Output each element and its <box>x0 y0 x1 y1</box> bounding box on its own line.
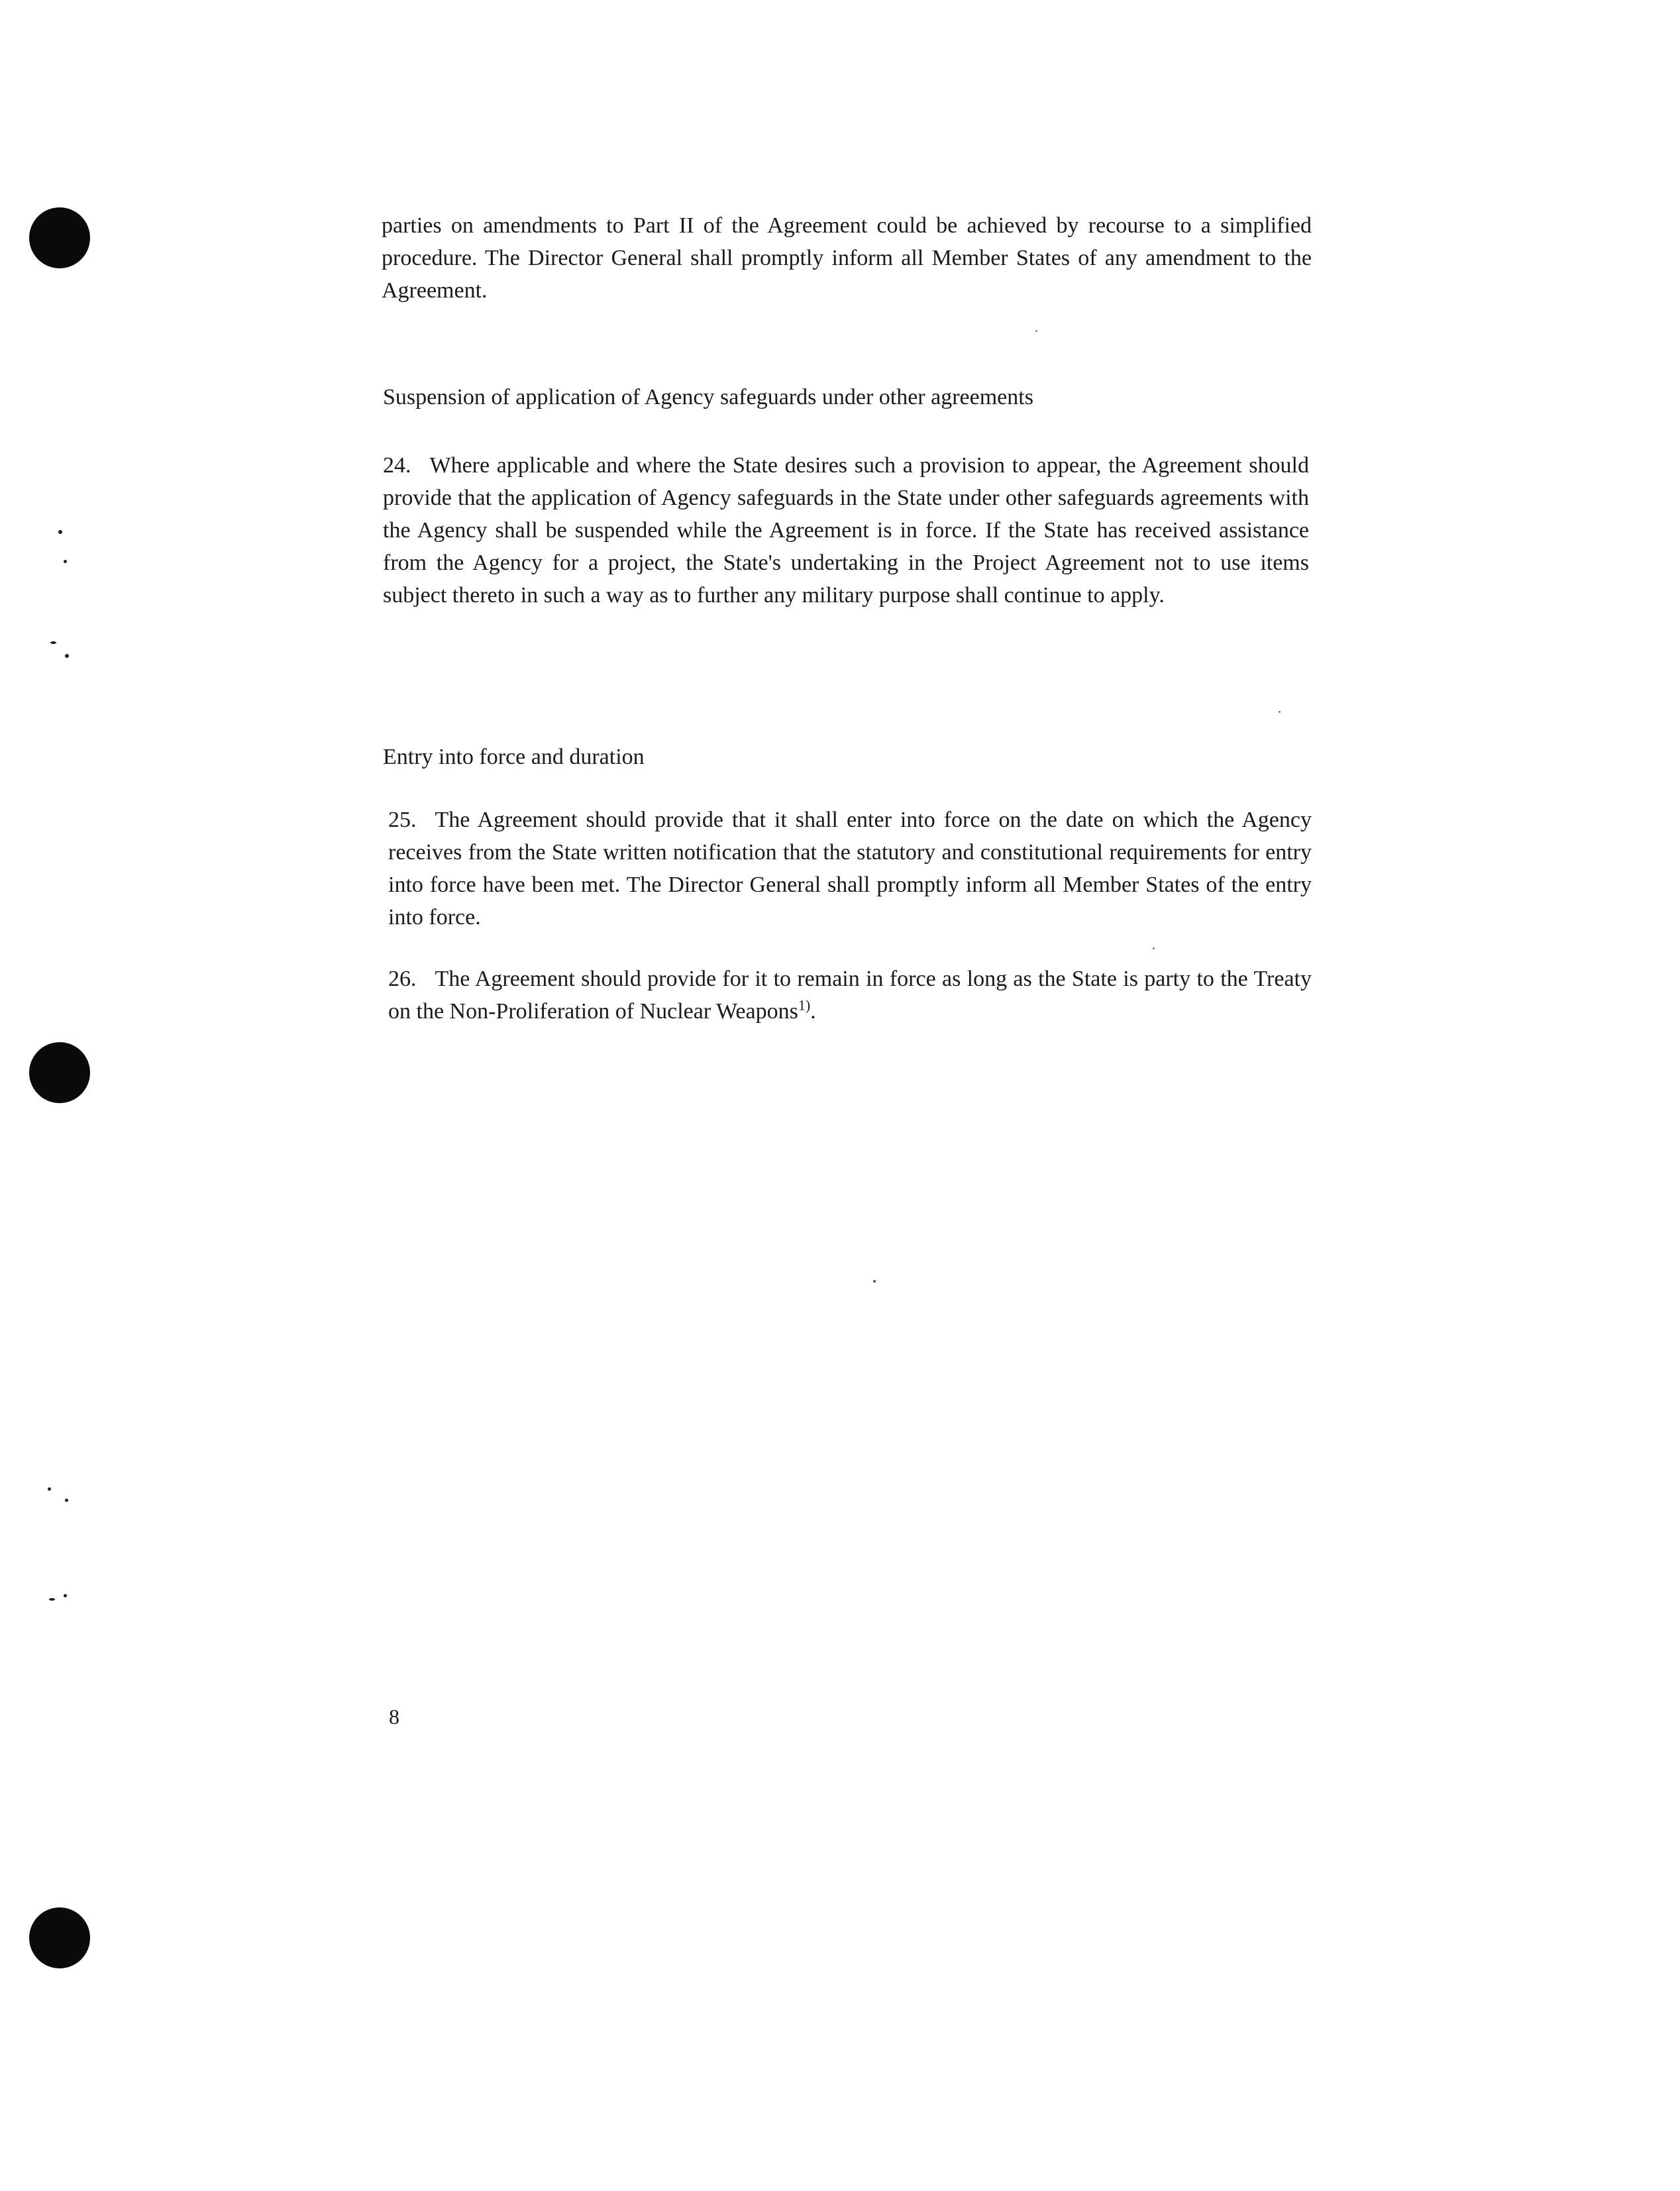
page-number: 8 <box>389 1705 399 1729</box>
scan-speck <box>49 1598 55 1601</box>
scan-speck <box>58 530 62 534</box>
paragraph-continued: parties on amendments to Part II of the Agreement could be achieved by recourse to a simplified procedure. The Director General shall promptly inform all Member States of any amendment to the Agreement. <box>382 213 1312 303</box>
paragraph-26 <box>388 963 1312 1028</box>
scan-speck <box>50 641 56 644</box>
scan-speck <box>65 654 69 658</box>
footnote-reference: 1) <box>798 996 811 1014</box>
scan-speck <box>48 1487 51 1491</box>
paragraph-number: 26. <box>388 967 417 991</box>
paragraph-24 <box>383 449 1309 612</box>
paragraph-25 <box>388 804 1312 934</box>
paragraph-text: The Agreement should provide for it to remain in force as long as the State is party to the Treaty on the Non-Proliferation of Nuclear Weapons <box>388 967 1312 1024</box>
paragraph-text: Where applicable and where the State desires such a provision to appear, the Agreement should provide that the application of Agency safeguards in the State under other safeguards agreements with the Agency shall be suspended while the Agreement is in force. If the State has received assistance from the Agency for a project, the State's undertaking in the Project Agreement not to use items subject thereto in such a way as to further any military purpose shall continue to apply. <box>383 453 1309 608</box>
paragraph-text: The Agreement should provide that it shall enter into force on the date on which the Agency receives from the State written notification that the statutory and constitutional requirements for entry into force have been met. The Director General shall promptly inform all Member States of the entry into force. <box>388 808 1312 930</box>
scan-speck <box>64 1594 67 1597</box>
scan-speck <box>1035 330 1037 332</box>
scan-speck <box>65 1499 68 1502</box>
scan-speck <box>1279 711 1281 713</box>
paragraph-number: 24. <box>383 453 411 478</box>
scan-speck <box>1153 947 1155 949</box>
scan-speck <box>873 1280 876 1283</box>
section-heading-suspension: Suspension of application of Agency safeguards under other agreements <box>383 385 1033 409</box>
scan-speck <box>64 560 67 563</box>
paragraph-number: 25. <box>388 808 417 832</box>
paragraph-end-punctuation: . <box>810 999 816 1024</box>
section-heading-entry: Entry into force and duration <box>383 745 645 769</box>
